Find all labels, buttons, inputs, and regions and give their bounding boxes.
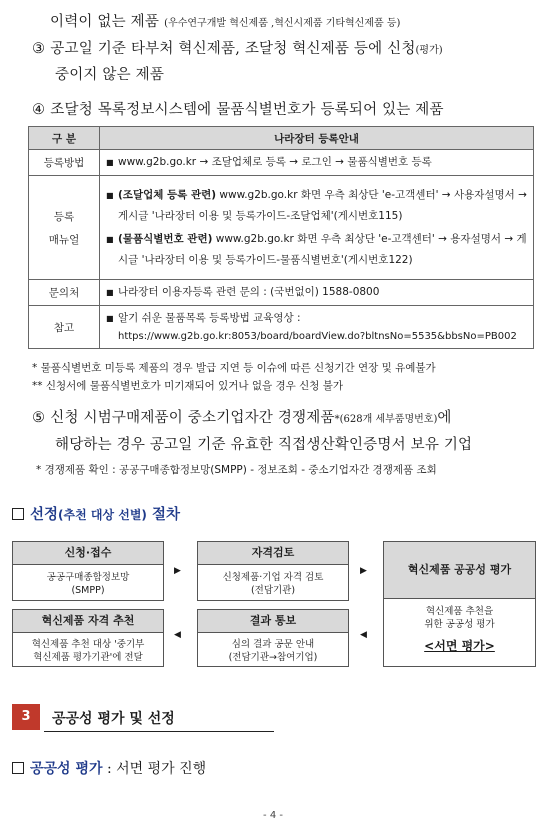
flow-box-evaluation-method: <서면 평가> [424, 639, 495, 653]
arrow-right-icon: ▶ [360, 566, 367, 576]
contact-bullet: ■ 나라장터 이용자등록 관련 문의 : (국번없이) 1588-0800 [106, 283, 527, 302]
manual-label-line2: 매뉴얼 [48, 233, 80, 246]
intro-line [50, 10, 400, 31]
flow-box-recommend [12, 609, 164, 667]
arrow-right-icon: ▶ [174, 566, 181, 576]
checkbox-square-icon [12, 508, 24, 520]
selection-heading-paren: (추천 대상 선별) [58, 508, 147, 522]
flow-box-result [197, 609, 349, 667]
item5-line [32, 406, 452, 427]
manual-bullet-itemid-bold: (물품식별번호 관련) [118, 232, 213, 245]
flow-box-apply [12, 541, 164, 601]
flow-box-review-title: 자격검토 [198, 542, 348, 565]
arrow-left-icon: ◀ [174, 630, 181, 640]
intro-paren: (우수연구개발 혁신제품 ,혁신시제품 기타혁신제품 등) [164, 18, 401, 29]
row-label-method: 등록방법 [29, 150, 100, 176]
flow-box-evaluation-title: 혁신제품 공공성 평가 [384, 542, 535, 599]
section3-title: 공공성 평가 및 선정 [52, 711, 175, 727]
evaluation-text: : 서면 평가 진행 [102, 761, 207, 777]
item4-line [32, 98, 444, 119]
checkbox-square-icon [12, 762, 24, 774]
manual-bullet-supplier-text: www.g2b.go.kr 화면 우측 최상단 'e-고객센터' → 사용자설명서 → 게시글 '나라장터 이용 및 등록가이드-조달업체'(게시번호115) [118, 188, 527, 222]
manual-bullet-itemid [106, 229, 527, 271]
flow-box-apply-body [13, 565, 163, 597]
item4-number: ④ [32, 102, 46, 118]
note-2: ** 신청서에 물품식별번호가 미기재되어 있거나 없을 경우 신청 불가 [32, 380, 344, 392]
item5-text: 신청 시범구매제품이 중소기업자간 경쟁제품 [50, 410, 335, 426]
item5-number: ⑤ [32, 410, 46, 426]
item5-continuation: 해당하는 경우 공고일 기준 유효한 직접생산확인증명서 보유 기업 [55, 437, 473, 453]
section-number-badge: 3 [12, 704, 40, 730]
flow-box-review [197, 541, 349, 601]
evaluation-bold: 공공성 평가 [30, 761, 103, 777]
intro-main: 이력이 없는 제품 [50, 14, 160, 30]
row-content-method [100, 150, 534, 176]
flow-box-apply-line2: (SMPP) [71, 585, 105, 596]
row-content-manual [100, 176, 534, 280]
flow-box-result-line2: (전담기관→참여기업) [228, 652, 318, 663]
item4-text: 조달청 목록정보시스템에 물품식별번호가 등록되어 있는 제품 [50, 102, 444, 118]
selection-heading-end: 절차 [146, 507, 180, 523]
flow-box-result-body [198, 633, 348, 664]
manual-bullet-supplier [106, 185, 527, 227]
item3-paren: (평가) [415, 45, 443, 56]
item5-text-end: 에 [437, 410, 452, 426]
flow-box-recommend-line2: 혁신제품 평가기관'에 전달 [33, 652, 143, 663]
table-row [29, 176, 534, 280]
registration-table [28, 126, 534, 349]
row-label-manual [29, 176, 100, 280]
manual-bullet-itemid-text: www.g2b.go.kr 화면 우측 최상단 'e-고객센터' → 용자설명서 → 게시글 '나라장터 이용 및 등록가이드-물품식별번호'(게시번호122) [118, 232, 527, 266]
flow-box-apply-line1: 공공구매종합정보망 [46, 572, 130, 583]
table-row [29, 280, 534, 306]
row-content-reference [100, 306, 534, 349]
table-header-guide: 나라장터 등록안내 [100, 127, 534, 150]
flow-box-evaluation-line2: 위한 공공성 평가 [424, 619, 495, 630]
note-1: * 물품식별번호 미등록 제품의 경우 발급 지연 등 이슈에 따른 신청기간 연장 및 유예불가 [32, 362, 436, 374]
flow-box-recommend-line1: 혁신제품 추천 대상 '중기부 [31, 639, 145, 650]
flow-box-review-line2: (전담기관) [250, 585, 296, 596]
row-label-reference: 참고 [29, 306, 100, 349]
selection-heading [12, 503, 180, 524]
flow-box-review-line1: 신청제품·기업 자격 검토 [222, 572, 324, 583]
flow-box-recommend-title: 혁신제품 자격 추천 [13, 610, 163, 633]
table-header-category: 구 분 [29, 127, 100, 150]
selection-heading-bold: 선정 [30, 507, 59, 523]
item3-continuation: 중이지 않은 제품 [55, 67, 165, 83]
flow-box-apply-title: 신청·접수 [13, 542, 163, 565]
evaluation-line [12, 758, 206, 778]
item3-line [32, 37, 443, 58]
row-content-contact [100, 280, 534, 306]
flow-box-review-body [198, 565, 348, 597]
manual-bullet-supplier-bold: (조달업체 등록 관련) [118, 188, 217, 201]
flow-box-evaluation-line1: 혁신제품 추천을 [425, 606, 494, 617]
flow-box-result-line1: 심의 결과 공문 안내 [231, 639, 315, 650]
flow-box-result-title: 결과 통보 [198, 610, 348, 633]
table-header-row [29, 127, 534, 150]
flow-box-evaluation-body [384, 599, 535, 653]
item5-sup: *(628개 세부품명번호) [334, 414, 438, 425]
table-row [29, 150, 534, 176]
reference-bullet: ■ 알기 쉬운 물품목록 등록방법 교육영상 : [106, 309, 527, 328]
page-number: - 4 - [263, 810, 283, 821]
item3-number: ③ [32, 41, 46, 57]
manual-label-line1: 등록 [53, 210, 75, 223]
row-label-contact: 문의처 [29, 280, 100, 306]
method-bullet: ■ www.g2b.go.kr → 조달업체로 등록 → 로그인 → 물품식별번호 등록 [106, 153, 527, 172]
table-row [29, 306, 534, 349]
flow-box-recommend-body [13, 633, 163, 664]
flow-box-evaluation [383, 541, 536, 667]
section3-underline [44, 731, 274, 732]
item5-note: * 경쟁제품 확인 : 공공구매종합정보망(SMPP) - 정보조회 - 중소기업자간 경쟁제품 조회 [36, 464, 437, 476]
item3-text: 공고일 기준 타부처 혁신제품, 조달청 혁신제품 등에 신청 [50, 41, 416, 57]
reference-link[interactable]: https://www.g2b.go.kr:8053/board/boardView.do?bltnsNo=5535&bbsNo=PB002 [118, 331, 517, 342]
arrow-left-icon: ◀ [360, 630, 367, 640]
